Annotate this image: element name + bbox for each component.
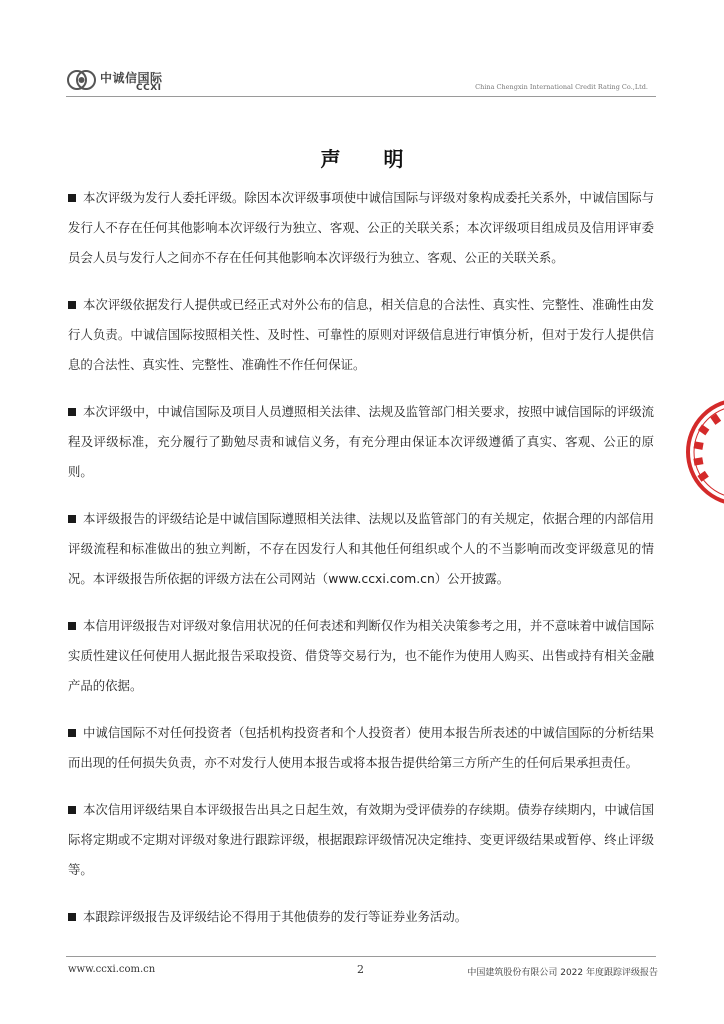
company-english-name: China Chengxin International Credit Rating Co.,Ltd. <box>475 83 648 91</box>
square-bullet-icon <box>68 194 76 202</box>
paragraph-text: 本次评级中，中诚信国际及项目人员遵照相关法律、法规及监管部门相关要求，按照中诚信国际的评级流程及评级标准，充分履行了勤勉尽责和诚信义务，有充分理由保证本次评级遵循了真实、客观、公正的原则。 <box>68 404 654 479</box>
statement-body <box>68 183 654 949</box>
paragraph-text: 本跟踪评级报告及评级结论不得用于其他债券的发行等证券业务活动。 <box>83 909 468 924</box>
statement-paragraph <box>68 611 654 701</box>
square-bullet-icon <box>68 408 76 416</box>
footer-divider <box>66 956 656 957</box>
footer-website: www.ccxi.com.cn <box>68 964 156 975</box>
ccxi-logo <box>66 66 176 96</box>
company-seal-stamp <box>684 396 724 508</box>
statement-paragraph <box>68 290 654 380</box>
paragraph-text: 本评级报告的评级结论是中诚信国际遵照相关法律、法规以及监管部门的有关规定，依据合理的内部信用评级流程和标准做出的独立判断，不存在因发行人和其他任何组织或个人的不当影响而改变评级意见的情况。本评级报告所依据的评级方法在公司网站（www.ccxi.com.cn）公开披露。 <box>68 511 654 586</box>
paragraph-text: 中诚信国际不对任何投资者（包括机构投资者和个人投资者）使用本报告所表述的中诚信国际的分析结果而出现的任何损失负责，亦不对发行人使用本报告或将本报告提供给第三方所产生的任何后果承担责任。 <box>68 725 654 770</box>
logo-chinese-name: 中诚信国际 <box>100 71 163 85</box>
paragraph-text: 本次信用评级结果自本评级报告出具之日起生效，有效期为受评债券的存续期。债券存续期内，中诚信国际将定期或不定期对评级对象进行跟踪评级，根据跟踪评级情况决定维持、变更评级结果或暂停、终止评级等。 <box>68 802 654 877</box>
square-bullet-icon <box>68 301 76 309</box>
paragraph-text: 本次评级为发行人委托评级。除因本次评级事项使中诚信国际与评级对象构成委托关系外，中诚信国际与发行人不存在任何其他影响本次评级行为独立、客观、公正的关联关系；本次评级项目组成员及信用评审委员会人员与发行人之间亦不存在任何其他影响本次评级行为独立、客观、公正的关联关系。 <box>68 190 654 265</box>
statement-paragraph <box>68 397 654 487</box>
footer-report-title: 中国建筑股份有限公司 2022 年度跟踪评级报告 <box>467 968 658 978</box>
square-bullet-icon <box>68 806 76 814</box>
statement-paragraph <box>68 718 654 778</box>
square-bullet-icon <box>68 515 76 523</box>
logo-english-name: CCXI <box>136 83 162 93</box>
ccxi-logo-icon <box>66 68 98 92</box>
statement-paragraph <box>68 795 654 885</box>
page-title: 声 明 <box>320 147 422 171</box>
paragraph-text: 本信用评级报告对评级对象信用状况的任何表述和判断仅作为相关决策参考之用，并不意味着中诚信国际实质性建议任何使用人据此报告采取投资、借贷等交易行为，也不能作为使用人购买、出售或持有相关金融产品的依据。 <box>68 618 654 693</box>
statement-paragraph <box>68 902 654 932</box>
statement-paragraph <box>68 183 654 273</box>
header-divider <box>66 96 656 97</box>
page-header <box>66 66 656 96</box>
square-bullet-icon <box>68 913 76 921</box>
paragraph-text: 本次评级依据发行人提供或已经正式对外公布的信息，相关信息的合法性、真实性、完整性、准确性由发行人负责。中诚信国际按照相关性、及时性、可靠性的原则对评级信息进行审慎分析，但对于发行人提供信息的合法性、真实性、完整性、准确性不作任何保证。 <box>68 297 654 372</box>
statement-paragraph <box>68 504 654 594</box>
square-bullet-icon <box>68 729 76 737</box>
square-bullet-icon <box>68 622 76 630</box>
page-number: 2 <box>357 963 364 976</box>
